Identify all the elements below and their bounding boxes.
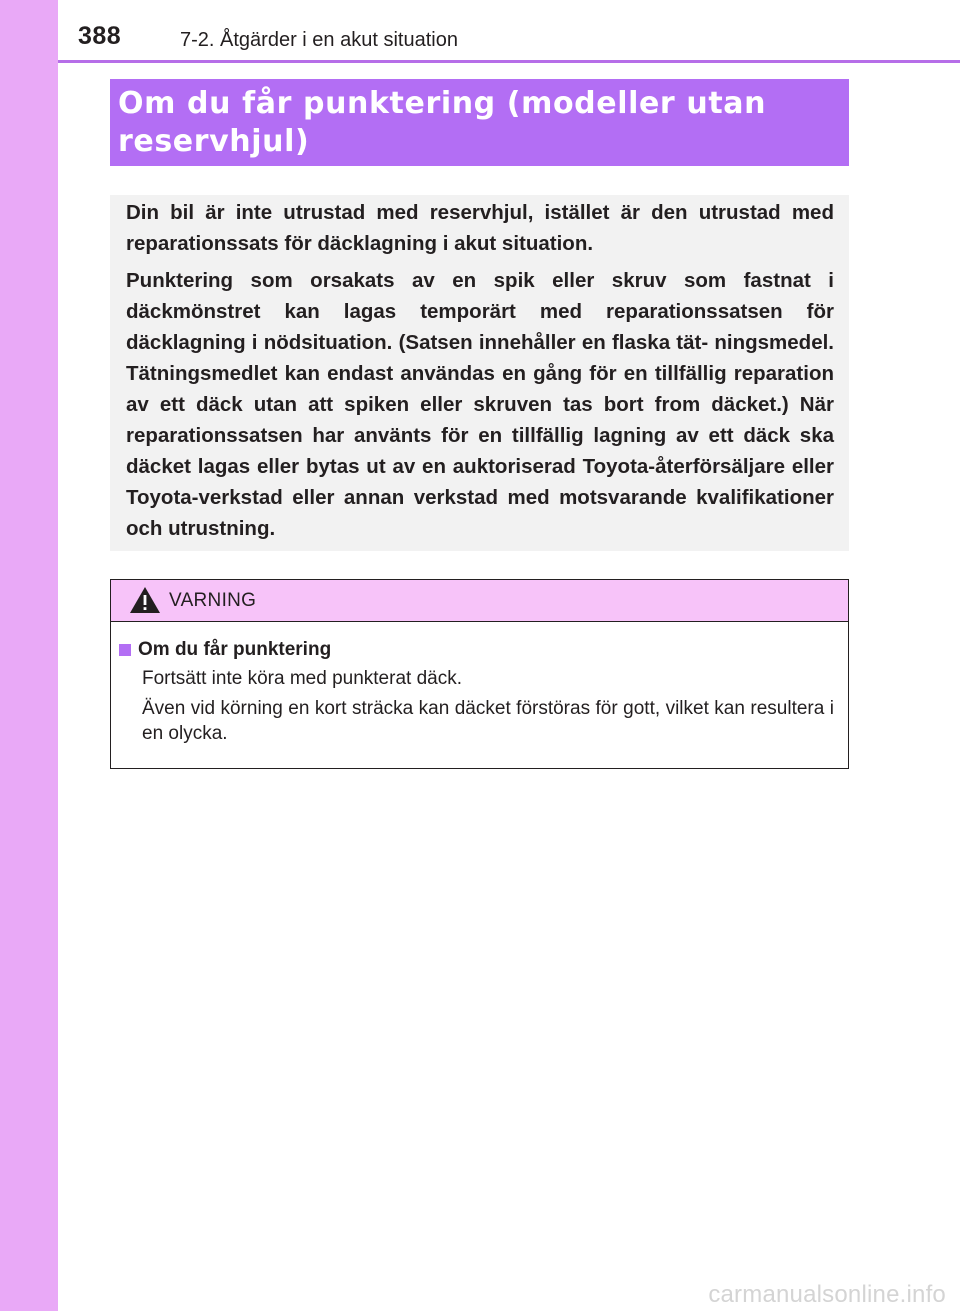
warning-paragraph: Fortsätt inte köra med punkterat däck. bbox=[142, 668, 462, 689]
warning-triangle-icon bbox=[129, 586, 161, 614]
warning-subheading bbox=[117, 638, 834, 662]
section-title-box bbox=[110, 79, 849, 166]
header-rule bbox=[58, 60, 960, 63]
warning-paragraph: Även vid körning en kort sträcka kan däcket förstöras för gott, vilket kan resultera i en olycka. bbox=[142, 698, 834, 744]
warning-label: VARNING bbox=[169, 590, 257, 611]
intro-paragraph: Din bil är inte utrustad med reservhjul, istället är den utrustad med reparationssats för däcklagning i akut situation. bbox=[126, 201, 834, 255]
warning-box bbox=[110, 579, 849, 769]
section-reference: 7-2. Åtgärder i en akut situation bbox=[180, 29, 458, 51]
intro-box bbox=[110, 195, 849, 551]
warning-header bbox=[111, 580, 848, 622]
watermark: carmanualsonline.info bbox=[708, 1281, 946, 1308]
warning-subheading-text: Om du får punktering bbox=[138, 639, 332, 660]
page-number: 388 bbox=[78, 22, 122, 50]
square-bullet-icon bbox=[119, 644, 131, 656]
intro-paragraph: Punktering som orsakats av en spik eller skruv som fastnat i däckmönstret kan lagas temporärt med reparationssatsen för däcklagning i nödsituation. (Satsen innehåller en flaska tät- ningsmedel. Tätningsmedlet kan endast användas en gång för en tillfällig reparation av ett däck utan att spiken eller skruven tas bort from däcket.) När reparationssatsen har använts för en tillfällig lagning av ett däck ska däcket lagas eller bytas ut av en auktoriserad Toyota-återförsäljare eller Toyota-verkstad eller annan verkstad med motsvarande kvalifikationer och utrustning. bbox=[126, 269, 834, 540]
warning-body bbox=[111, 622, 848, 746]
side-tab-strip bbox=[0, 0, 58, 1311]
section-title: Om du får punktering (modeller utan reservhjul) bbox=[118, 86, 767, 159]
